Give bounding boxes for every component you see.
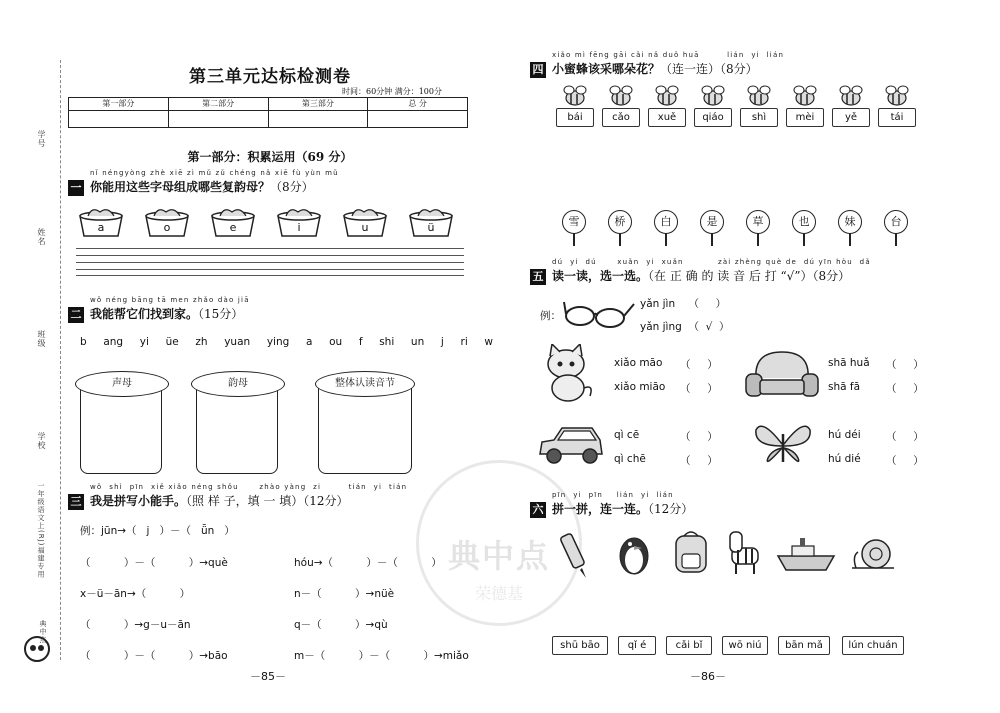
score-table-header: 总 分 [408, 99, 427, 108]
s5-option: hú déi [828, 429, 861, 441]
letter-bowl[interactable] [78, 206, 124, 238]
s4-number: 四 [530, 62, 546, 78]
s5-pinyin: dú yi dú xuǎn yi xuǎn zài zhèng què de dú yīn hòu dǎ [552, 258, 871, 266]
s5-number: 五 [530, 269, 546, 285]
side-label-book: 一年级语文上(RJ)福建专用 [37, 482, 45, 579]
s5-answer-paren[interactable]: （ ） [680, 431, 718, 443]
flower-stem [803, 232, 805, 246]
flower-stem [665, 232, 667, 246]
flower-char[interactable]: 草 [746, 210, 770, 234]
s3-hint: （照 样 子，填 一 填） [186, 494, 304, 508]
word-pinyin-box[interactable]: cǎi bǐ [666, 636, 712, 655]
bee-icon [838, 84, 864, 106]
s5-answer-paren[interactable]: （ ） [886, 359, 924, 371]
basket-label: 韵母 [191, 371, 285, 397]
bowl-letter: e [229, 221, 237, 234]
s4-hint: （连一连） [660, 62, 721, 76]
s5-option: hú dié [828, 453, 861, 465]
word-pinyin-box[interactable]: bān mǎ [778, 636, 830, 655]
ship-icon [776, 536, 836, 574]
bee-icon [792, 84, 818, 106]
bee-pinyin-box[interactable]: bái [556, 108, 594, 127]
flower-char[interactable]: 雪 [562, 210, 586, 234]
part1-heading: 第一部分：积累运用（69 分） [187, 150, 353, 164]
s5-option: qì chē [614, 453, 646, 465]
flower-stem [619, 232, 621, 246]
writing-lines[interactable] [76, 248, 464, 276]
flower-stem [711, 232, 713, 246]
flower-char[interactable]: 是 [700, 210, 724, 234]
glasses-icon [562, 296, 636, 332]
bee-icon [700, 84, 726, 106]
s5-answer-paren[interactable]: （ ） [886, 455, 924, 467]
s5-answer-paren[interactable]: （ ） [680, 383, 718, 395]
backpack-icon [672, 528, 710, 576]
page-number-left: －85－ [250, 670, 286, 683]
basket-shengmu[interactable] [80, 378, 162, 474]
s5-answer-paren[interactable]: （ ） [680, 455, 718, 467]
bee-pinyin-box[interactable]: mèi [786, 108, 824, 127]
score-cell[interactable] [368, 111, 467, 127]
bowl-letter: a [97, 221, 105, 234]
s2-number: 二 [68, 307, 84, 323]
s5-option: xiǎo miāo [614, 381, 666, 393]
s3-row[interactable]: m－（ ）－（ ）→miǎo [294, 650, 469, 662]
s1-text: 你能用这些字母组成哪些复韵母？ [90, 180, 271, 194]
letter-bowl[interactable] [276, 206, 322, 238]
word-pinyin-box[interactable]: qǐ é [618, 636, 656, 655]
s5-answer-paren[interactable]: （ ） [886, 383, 924, 395]
pen-icon [554, 530, 590, 580]
side-label-class: 班级 [37, 330, 46, 348]
snail-icon [848, 532, 898, 574]
s3-text: 我是拼写小能手。 [90, 494, 187, 508]
s3-number: 三 [68, 494, 84, 510]
s2-score: （15分） [198, 307, 244, 321]
zebra-icon [724, 528, 764, 576]
bee-pinyin-box[interactable]: shì [740, 108, 778, 127]
s5-option: shā huǎ [828, 357, 870, 369]
score-table [68, 97, 468, 128]
sofa-icon [744, 348, 820, 400]
s3-row[interactable]: x－ü－ān→（ ） [80, 588, 191, 600]
s3-score: （12分） [303, 494, 349, 508]
s6-score: （12分） [648, 502, 694, 516]
flower-char[interactable]: 白 [654, 210, 678, 234]
side-label-name: 姓名 [37, 228, 46, 246]
bee-pinyin-box[interactable]: yě [832, 108, 870, 127]
bee-pinyin-box[interactable]: qiáo [694, 108, 732, 127]
score-table-header: 第一部分 [69, 98, 169, 110]
s1-heading [68, 178, 314, 196]
cat-icon [540, 344, 596, 404]
side-brand-label: 典中点 [39, 620, 47, 644]
flower-char[interactable]: 也 [792, 210, 816, 234]
s2-heading [68, 305, 243, 323]
score-cell[interactable] [169, 111, 269, 127]
score-table-header: 第二部分 [169, 98, 269, 110]
score-table-header: 第三部分 [269, 98, 369, 110]
bee-icon [562, 84, 588, 106]
bee-icon [654, 84, 680, 106]
bee-pinyin-box[interactable]: xuě [648, 108, 686, 127]
flower-stem [573, 232, 575, 246]
s5-text: 读一读，选一选。 [552, 269, 649, 283]
s3-row[interactable]: q－（ ）→qù [294, 619, 388, 631]
letter-bowl[interactable] [144, 206, 190, 238]
word-pinyin-box[interactable]: wō niú [722, 636, 768, 655]
watermark-text: 典中点 [447, 537, 550, 575]
flower-char[interactable]: 桥 [608, 210, 632, 234]
s4-score: （8分） [720, 62, 758, 76]
page-title: 第三单元达标检测卷 [189, 67, 351, 87]
side-label-student-no: 学号 [37, 130, 46, 148]
bowl-letter: i [297, 221, 301, 234]
s5-option: shā fā [828, 381, 861, 393]
flower-stem [895, 232, 897, 246]
car-icon [536, 420, 606, 470]
letter-bowl[interactable] [408, 206, 454, 238]
s3-row[interactable]: （ ）－（ ）→què [80, 557, 228, 569]
bee-icon [746, 84, 772, 106]
basket-zhengti[interactable] [318, 378, 412, 474]
s1-number: 一 [68, 180, 84, 196]
bee-icon [884, 84, 910, 106]
s3-pinyin: wǒ shì pīn xiě xiǎo néng shǒu zhào yàng zi tián yi tián [90, 483, 408, 491]
word-pinyin-box[interactable]: lún chuán [842, 636, 904, 655]
s3-row[interactable]: （ ）－（ ）→bāo [80, 650, 228, 662]
s6-text: 拼一拼，连一连。 [552, 502, 649, 516]
s6-number: 六 [530, 502, 546, 518]
letter-bowl[interactable] [210, 206, 256, 238]
s5-answer-paren[interactable]: （ ） [886, 431, 924, 443]
s5-example-a: yǎn jìn （ ） [640, 298, 727, 310]
s5-score: （8分） [812, 269, 851, 283]
bowl-letter: ü [427, 221, 435, 234]
s1-pinyin: nǐ néngyòng zhè xiē zì mǔ zǔ chéng nǎ xiē fù yùn mǔ [90, 169, 339, 177]
letter-bowl[interactable] [342, 206, 388, 238]
watermark-subtext: 荣德基 [474, 584, 523, 603]
penguin-icon [614, 528, 654, 578]
s3-example: 例：jūn→（ j ）－（ ǖn ） [80, 525, 235, 537]
s4-text: 小蜜蜂该采哪朵花？ [552, 62, 661, 76]
bowl-letter: u [361, 221, 369, 234]
s3-heading [68, 492, 349, 510]
s5-heading [530, 267, 850, 285]
score-cell[interactable] [269, 111, 369, 127]
time-info: 时间：60分钟 满分：100分 [342, 87, 442, 96]
s6-pinyin: pīn yi pīn lián yi lián [552, 491, 674, 499]
score-cell[interactable] [69, 111, 169, 127]
side-label-school: 学校 [37, 432, 46, 450]
s5-example-label: 例： [540, 310, 561, 322]
s5-option: qì cē [614, 429, 640, 441]
s1-score: （8分） [270, 180, 314, 194]
s2-text: 我能帮它们找到家。 [90, 307, 199, 321]
s5-answer-paren[interactable]: （ ） [680, 359, 718, 371]
s6-heading [530, 500, 693, 518]
s5-option: xiǎo māo [614, 357, 663, 369]
word-pinyin-box[interactable]: shū bāo [552, 636, 608, 655]
s5-example-b: yǎn jìng （ √ ） [640, 321, 730, 333]
flower-char[interactable]: 妹 [838, 210, 862, 234]
bee-pinyin-box[interactable]: cǎo [602, 108, 640, 127]
flower-char[interactable]: 台 [884, 210, 908, 234]
s3-row[interactable]: hóu→（ ）－（ ） [294, 557, 442, 569]
bee-pinyin-box[interactable]: tái [878, 108, 916, 127]
basket-yunmu[interactable] [196, 378, 278, 474]
basket-label: 声母 [75, 371, 169, 397]
s3-row[interactable]: （ ）→g－u－ān [80, 619, 191, 631]
butterfly-icon [752, 416, 814, 474]
flower-stem [757, 232, 759, 246]
s2-syllables: b ang yi üe zh yuan ying a ou f shi un j ri w [80, 336, 493, 348]
s3-row[interactable]: n－（ ）→nüè [294, 588, 395, 600]
s4-heading [530, 60, 758, 78]
s4-pinyin: xiǎo mì fēng gāi cǎi nǎ duǒ huā lián yi lián [552, 51, 785, 59]
bee-icon [608, 84, 634, 106]
page-number-right: －86－ [690, 670, 726, 683]
s2-pinyin: wǒ néng bāng tā men zhǎo dào jiā [90, 296, 250, 304]
bowl-letter: o [163, 221, 171, 234]
flower-stem [849, 232, 851, 246]
s5-hint: （在 正 确 的 读 音 后 打 “√”） [648, 269, 813, 283]
basket-label: 整体认读音节 [315, 371, 415, 397]
